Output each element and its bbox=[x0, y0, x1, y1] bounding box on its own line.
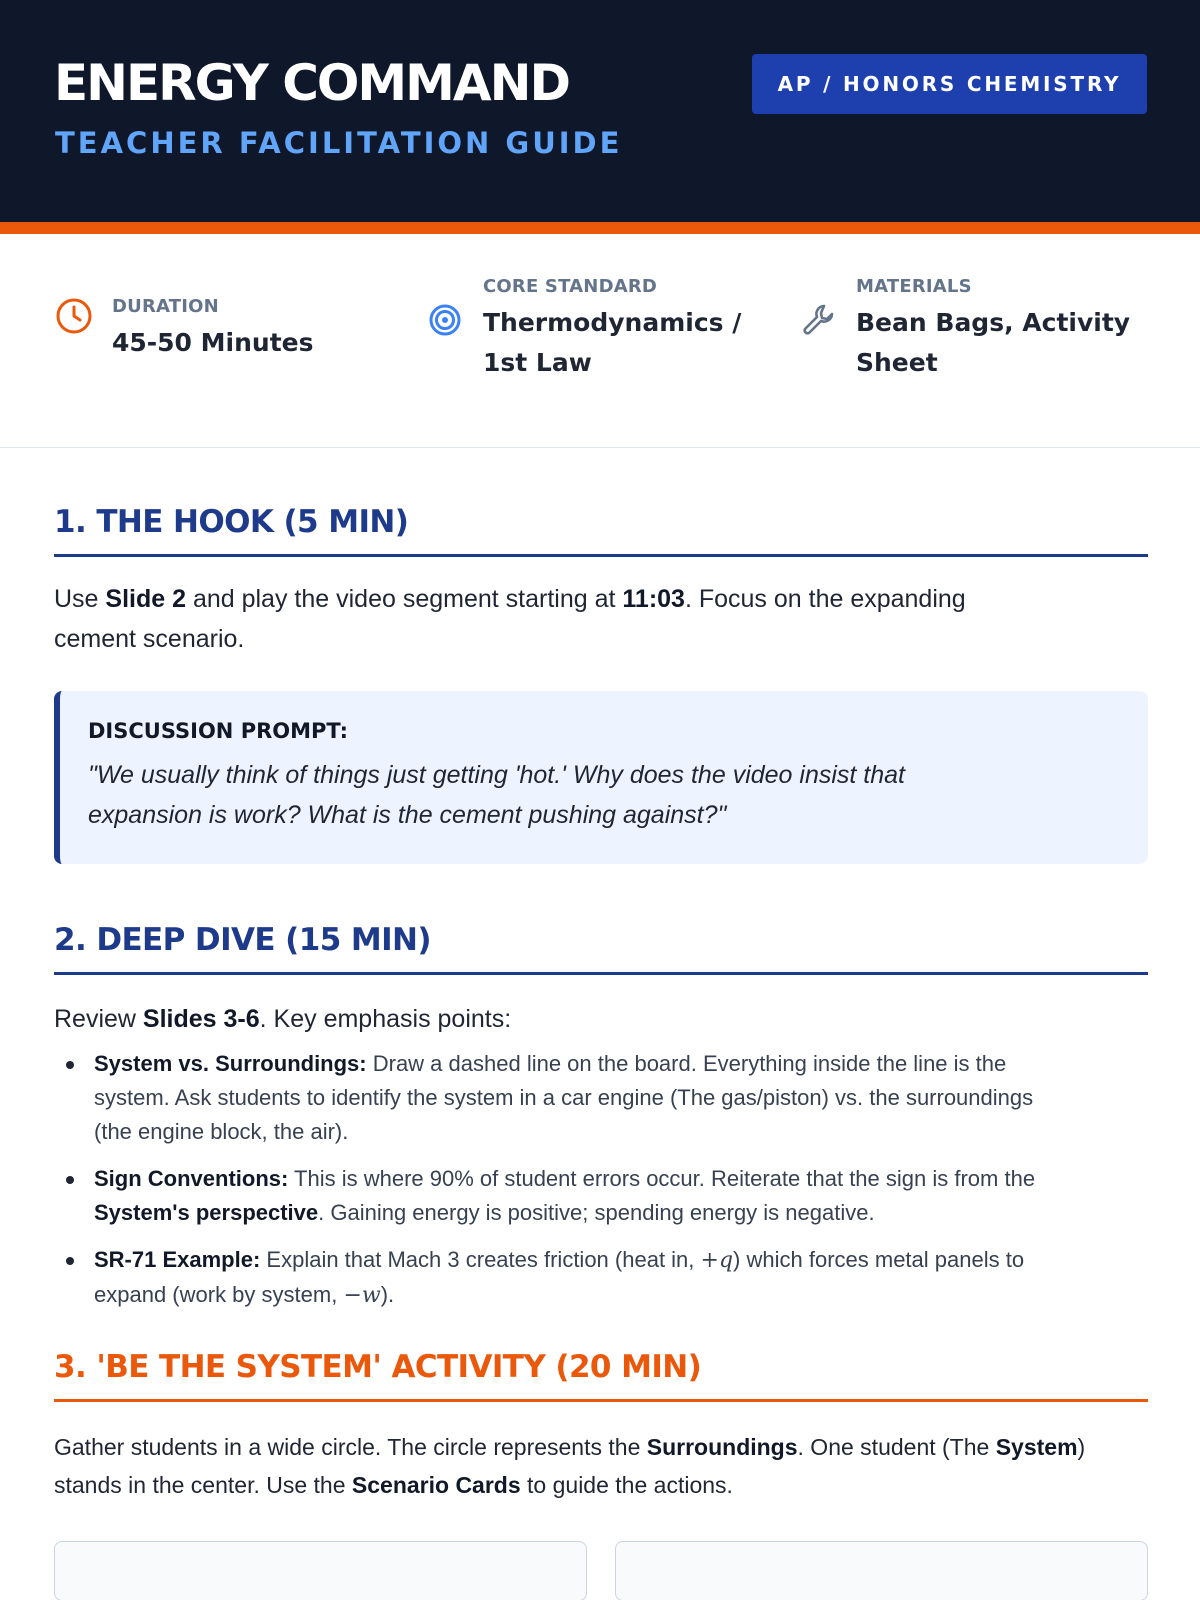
section-heading-deep-dive: 2. DEEP DIVE (15 MIN) bbox=[54, 922, 1148, 975]
meta-value-materials-line1: Bean Bags, Activity bbox=[856, 308, 1131, 337]
meta-duration bbox=[54, 296, 314, 363]
section-heading-activity: 3. 'BE THE SYSTEM' ACTIVITY (20 MIN) bbox=[54, 1349, 1148, 1402]
meta-standard bbox=[425, 276, 741, 383]
list-item: System vs. Surroundings: Draw a dashed line on the board. Everything inside the line is the system. Ask students to identify the system in a car engine (The gas/piston) vs. the surroundings (the engine block, the air). bbox=[54, 1047, 1148, 1149]
emphasis-points-list bbox=[54, 1047, 1148, 1313]
meta-label-materials: MATERIALS bbox=[856, 276, 972, 297]
hook-intro-line1: Use Slide 2 and play the video segment starting at 11:03. Focus on the expanding bbox=[54, 585, 966, 613]
meta-label-duration: DURATION bbox=[112, 296, 219, 317]
bullet-dot bbox=[66, 1061, 74, 1069]
course-badge: AP / HONORS CHEMISTRY bbox=[752, 54, 1147, 114]
deep-dive-intro: Review Slides 3-6. Key emphasis points: bbox=[54, 1005, 512, 1033]
meta-value-standard-line2: 1st Law bbox=[483, 348, 592, 377]
page-title: ENERGY COMMAND bbox=[54, 54, 569, 112]
meta-label-standard: CORE STANDARD bbox=[483, 276, 658, 297]
meta-value-standard-line1: Thermodynamics / bbox=[483, 308, 742, 337]
list-item: SR-71 Example: Explain that Mach 3 creates friction (heat in, +q) which forces metal panels to expand (work by system, −w). bbox=[54, 1243, 1148, 1313]
wrench-icon bbox=[798, 300, 838, 340]
discussion-prompt-label: DISCUSSION PROMPT: bbox=[88, 719, 348, 743]
math-heat-in: +q bbox=[700, 1248, 734, 1273]
guide-content bbox=[0, 504, 1200, 1600]
bullet-dot bbox=[66, 1176, 74, 1184]
scenario-card bbox=[615, 1541, 1148, 1600]
scenario-cards-row bbox=[54, 1541, 1148, 1600]
clock-icon bbox=[54, 296, 94, 336]
target-icon bbox=[425, 300, 465, 340]
section-heading-hook: 1. THE HOOK (5 MIN) bbox=[54, 504, 1148, 557]
math-work-by-system: −w bbox=[343, 1283, 381, 1308]
list-item: Sign Conventions: This is where 90% of student errors occur. Reiterate that the sign is from the System's perspective. Gaining energy is positive; spending energy is negative. bbox=[54, 1162, 1148, 1230]
discussion-prompt-box bbox=[54, 691, 1148, 864]
page-subtitle: TEACHER FACILITATION GUIDE bbox=[55, 126, 623, 160]
lesson-meta-bar bbox=[0, 234, 1200, 448]
meta-materials bbox=[798, 276, 1130, 383]
discussion-prompt-text: "We usually think of things just getting 'hot.' Why does the video insist that expansion is work? What is the cement pushing against?" bbox=[88, 761, 906, 829]
bullet-dot bbox=[66, 1257, 74, 1265]
meta-value-duration: 45-50 Minutes bbox=[112, 328, 314, 357]
meta-value-materials-line2: Sheet bbox=[856, 348, 938, 377]
scenario-card bbox=[54, 1541, 587, 1600]
hook-intro-line2: cement scenario. bbox=[54, 625, 245, 653]
hook-intro bbox=[54, 579, 1148, 659]
activity-intro: Gather students in a wide circle. The circle represents the Surroundings. One student (The System) stands in the center. Use the Scenario Cards to guide the actions. bbox=[54, 1434, 1086, 1498]
page-header bbox=[0, 0, 1200, 234]
